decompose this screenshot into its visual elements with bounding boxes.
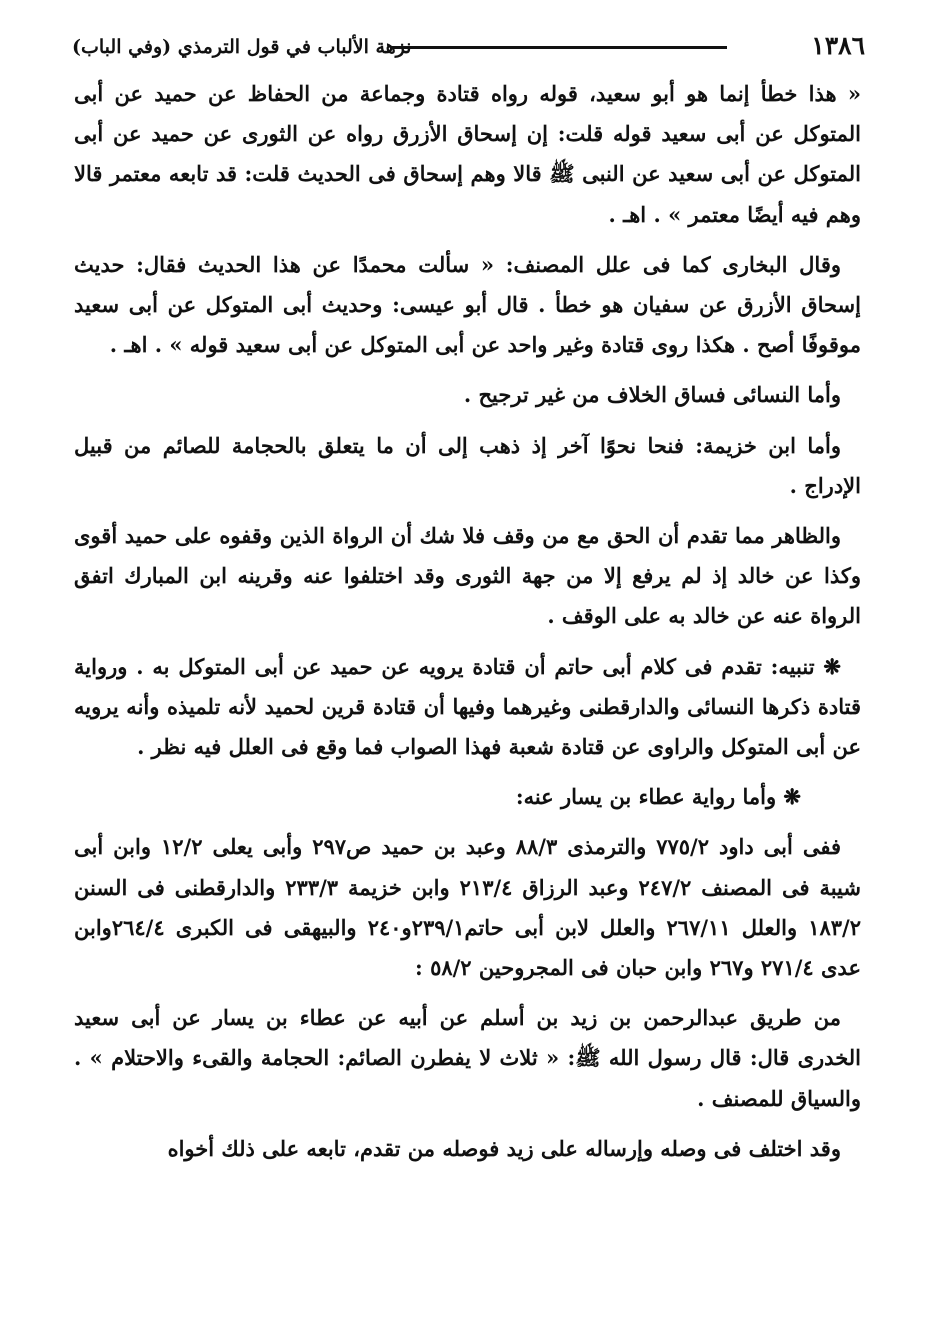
paragraph-quote-abu-hatim: « هذا خطأ إنما هو أبو سعيد، قوله رواه قتادة وجماعة من الحفاظ عن حميد عن أبى المتوكل عن أبى سعيد قوله قلت: إن إسحاق الأزرق رواه عن الثورى عن حميد عن أبى المتوكل عن أبى سعيد عن النبى ﷺ قالا وهم إسحاق فى الحديث قلت: قد تابعه معتمر قالا وهم فيه أيضًا معتمر » . اهـ . (74, 81, 861, 227)
section-heading-ata: ❋ وأما رواية عطاء بن يسار عنه: (515, 784, 801, 810)
paragraph-note: ❋ تنبيه: تقدم فى كلام أبى حاتم أن قتادة يرويه عن حميد عن أبى المتوكل به . ورواية قتادة ذكرها النسائى والدارقطنى وغيرهما وفيها أن قتادة قرين لحميد لأنه تلميذه وأنه يرويه عن أبى المتوكل والراوى عن قتادة شعبة فهذا الصواب فما وقع فى العلل فيه نظر . (74, 653, 861, 760)
header-rule (390, 46, 727, 49)
paragraph-bukhari: وقال البخارى كما فى علل المصنف: « سألت محمدًا عن هذا الحديث فقال: حديث إسحاق الأزرق عن سفيان هو خطأ . قال أبو عيسى: وحديث أبى المتوكل عن أبى سعيد موقوفًا أصح . هكذا روى قتادة وغير واحد عن أبى المتوكل عن أبى سعيد قوله » . اهـ . (74, 251, 861, 358)
page-body (74, 74, 861, 1295)
paragraph-chain: من طريق عبدالرحمن بن زيد بن أسلم عن أبيه عن عطاء بن يسار عن أبى سعيد الخدرى قال: قال رسول الله ﷺ: « ثلاث لا يفطرن الصائم: الحجامة والقىء والاحتلام » . والسياق للمصنف . (74, 1005, 861, 1111)
running-title: نزهة الألباب في قول الترمذي (وفي الباب) (72, 36, 412, 58)
paragraph-nasai: وأما النسائى فساق الخلاف من غير ترجيح . (463, 382, 841, 408)
paragraph-disagreement: وقد اختلف فى وصله وإرساله على زيد فوصله من تقدم، تابعه على ذلك أخواه (167, 1135, 841, 1161)
page-number: ١٣٨٦ (811, 31, 865, 60)
page-header (72, 30, 865, 64)
paragraph-sources: ففى أبى داود ٧٧٥/٢ والترمذى ٨٨/٣ وعبد بن حميد ص٢٩٧ وأبى يعلى ١٢/٢ وابن أبى شيبة فى المصنف ٢٤٧/٢ وعبد الرزاق ٢١٣/٤ وابن خزيمة ٢٣٣/٣ والدارقطنى فى السنن ١٨٣/٢ والعلل ٢٦٧/١١ والعلل لابن أبى حاتم٢٣٩/١و٢٤٠ والبيهقى فى الكبرى ٢٦٤/٤وابن عدى ٢٧١/٤ و٢٦٧ وابن حبان فى المجروحين ٥٨/٢ : (74, 834, 861, 981)
paragraph-ibn-khuzaymah: وأما ابن خزيمة: فنحا نحوًا آخر إذ ذهب إلى أن ما يتعلق بالحجامة للصائم من قبيل الإدراج . (74, 432, 861, 498)
paragraph-conclusion: والظاهر مما تقدم أن الحق مع من وقف فلا شك أن الرواة الذين وقفوه على حميد أقوى وكذا عن خالد إذ لم يرفع إلا من جهة الثورى وقد اختلفوا عنه وقرينه ابن المبارك اتفق الرواة عنه عن خالد به على الوقف . (74, 523, 861, 629)
